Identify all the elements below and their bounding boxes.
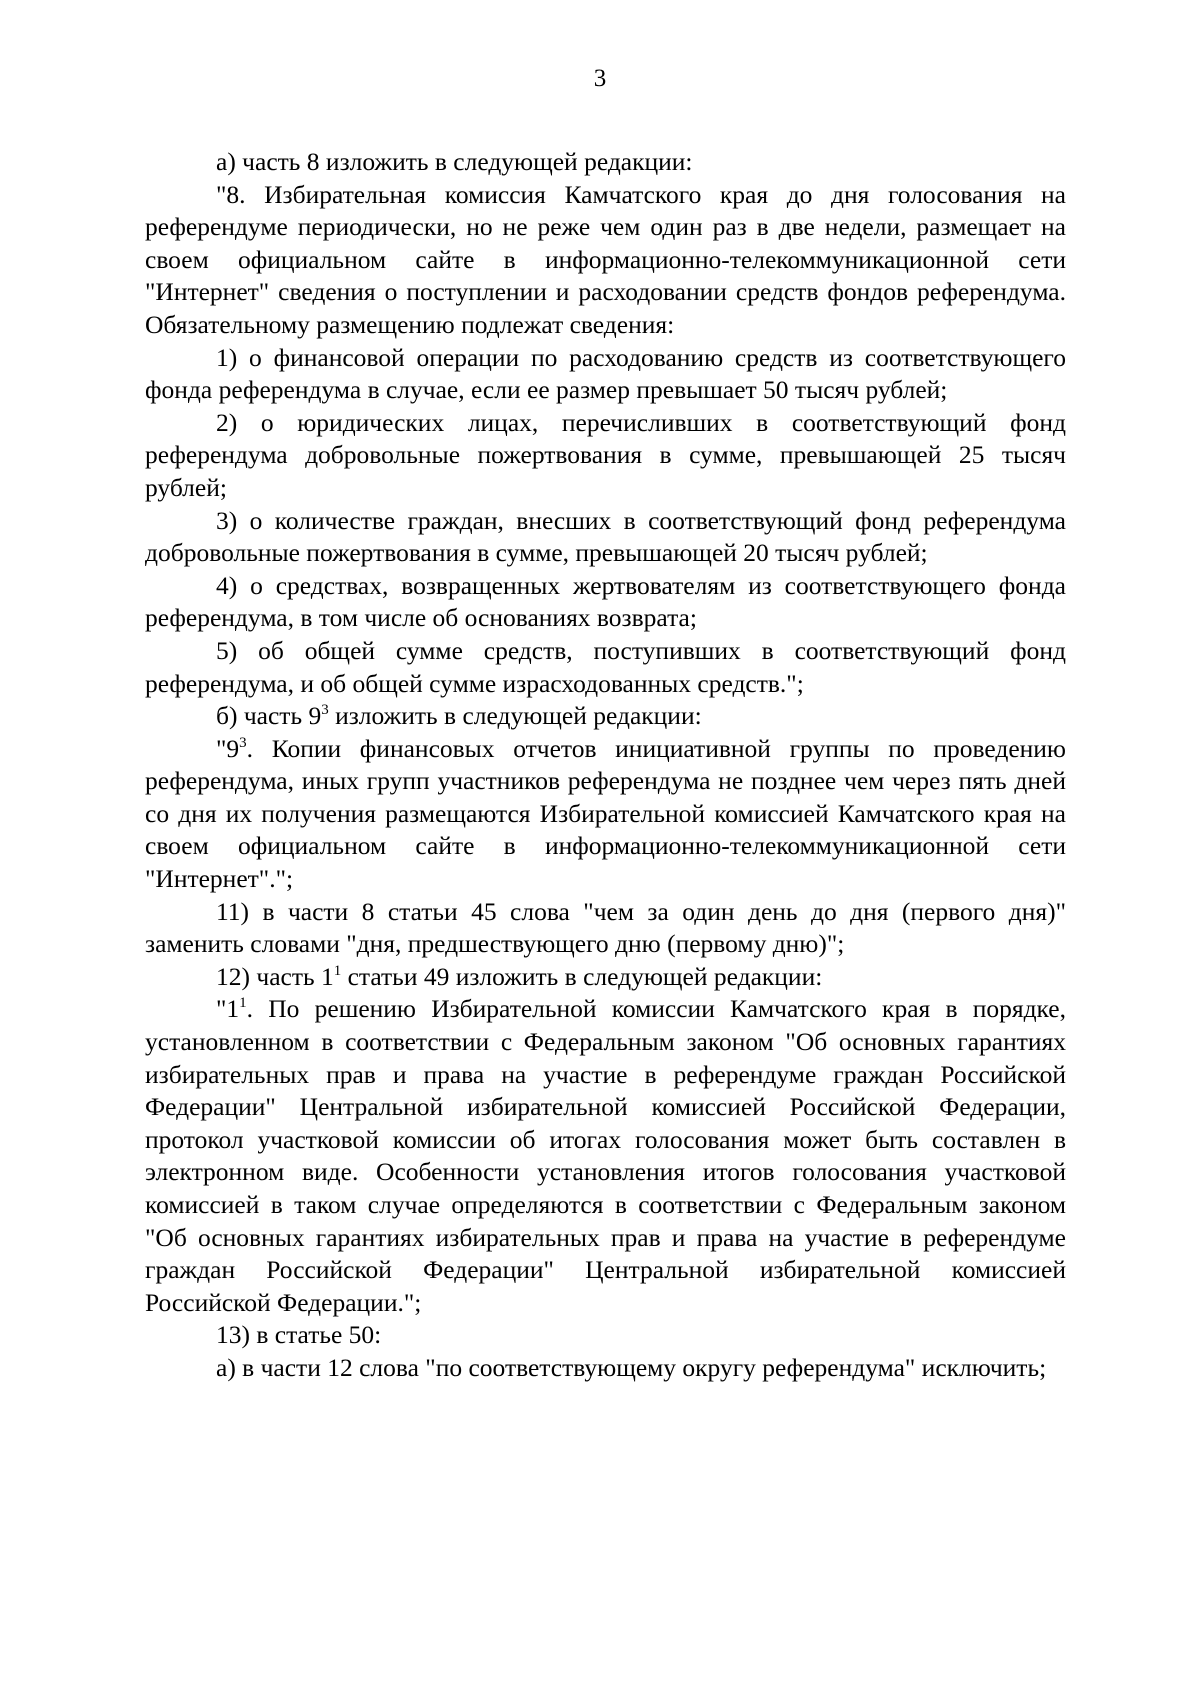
paragraph-item-12-intro [145,961,1066,994]
text-segment: 12) часть 1 [216,961,334,991]
paragraph-item-11: 11) в части 8 статьи 45 слова "чем за один день до дня (первого дня)" заменить словами "дня, предшествующего дню (первому дню)"; [145,896,1066,959]
text-segment: статьи 49 изложить в следующей редакции: [341,961,823,991]
paragraph-item-13a: а) в части 12 слова "по соответствующему округу референдума" исключить; [216,1352,1047,1382]
superscript: 3 [239,734,247,751]
paragraph-part-8-text: "8. Избирательная комиссия Камчатского края до дня голосования на референдуме периодически, но не реже чем один раз в две недели, размещает на своем официальном сайте в информационно-телекоммуникационной сети "Интернет" сведения о поступлении и расходовании средств фондов референдума. Обязательному размещению подлежат сведения: [145,179,1066,339]
paragraph-part-1-1-text [145,993,1066,1319]
list-item-1: 1) о финансовой операции по расходованию средств из соответствующего фонда референдума в случае, если ее размер превышает 50 тысяч рублей; [145,342,1066,405]
list-item-3: 3) о количестве граждан, внесших в соответствующий фонд референдума добровольные пожертвования в сумме, превышающей 20 тысяч рублей; [145,505,1066,568]
text-segment: изложить в следующей редакции: [328,701,702,731]
document-body [145,146,1066,1385]
paragraph-part-8-intro: а) часть 8 изложить в следующей редакции: [216,147,693,176]
text-segment: . Копии финансовых отчетов инициативной группы по проведению референдума, иных групп участников референдума не позднее чем через пять дней со дня их получения размещаются Избирательной комиссией Камчатского края на своем официальном сайте в информационно-телекоммуникационной сети "Интернет"."; [145,733,1066,894]
list-item-4: 4) о средствах, возвращенных жертвователям из соответствующего фонда референдума, в том числе об основаниях возврата; [145,570,1066,633]
text-segment: б) часть 9 [216,701,322,731]
text-segment: "1 [216,994,240,1024]
superscript: 1 [239,995,247,1012]
list-item-2: 2) о юридических лицах, перечисливших в соответствующий фонд референдума добровольные пожертвования в сумме, превышающей 25 тысяч рублей; [145,407,1066,502]
paragraph-part-9-3-intro [145,700,1066,733]
paragraph-item-13: 13) в статье 50: [216,1320,382,1350]
page-number: 3 [593,65,607,92]
text-segment: . По решению Избирательной комиссии Камчатского края в порядке, установленном в соответствии с Федеральным законом "Об основных гарантиях избирательных прав и права на участие в референдуме граждан Российской Федерации" Центральной избирательной комиссией Российской Федерации, протокол участковой комиссии об итогах голосования может быть составлен в электронном виде. Особенности установления итогов голосования участковой комиссией в таком случае определяются в соответствии с Федеральным законом "Об основных гарантиях избирательных прав и права на участие в референдуме граждан Российской Федерации" Центральной избирательной комиссией Российской Федерации."; [145,994,1066,1317]
paragraph-part-9-3-text [145,733,1066,896]
superscript: 1 [333,962,342,979]
superscript: 3 [321,702,329,719]
text-segment: "9 [216,733,240,763]
list-item-5: 5) об общей сумме средств, поступивших в соответствующий фонд референдума, и об общей сумме израсходованных средств."; [145,635,1066,698]
